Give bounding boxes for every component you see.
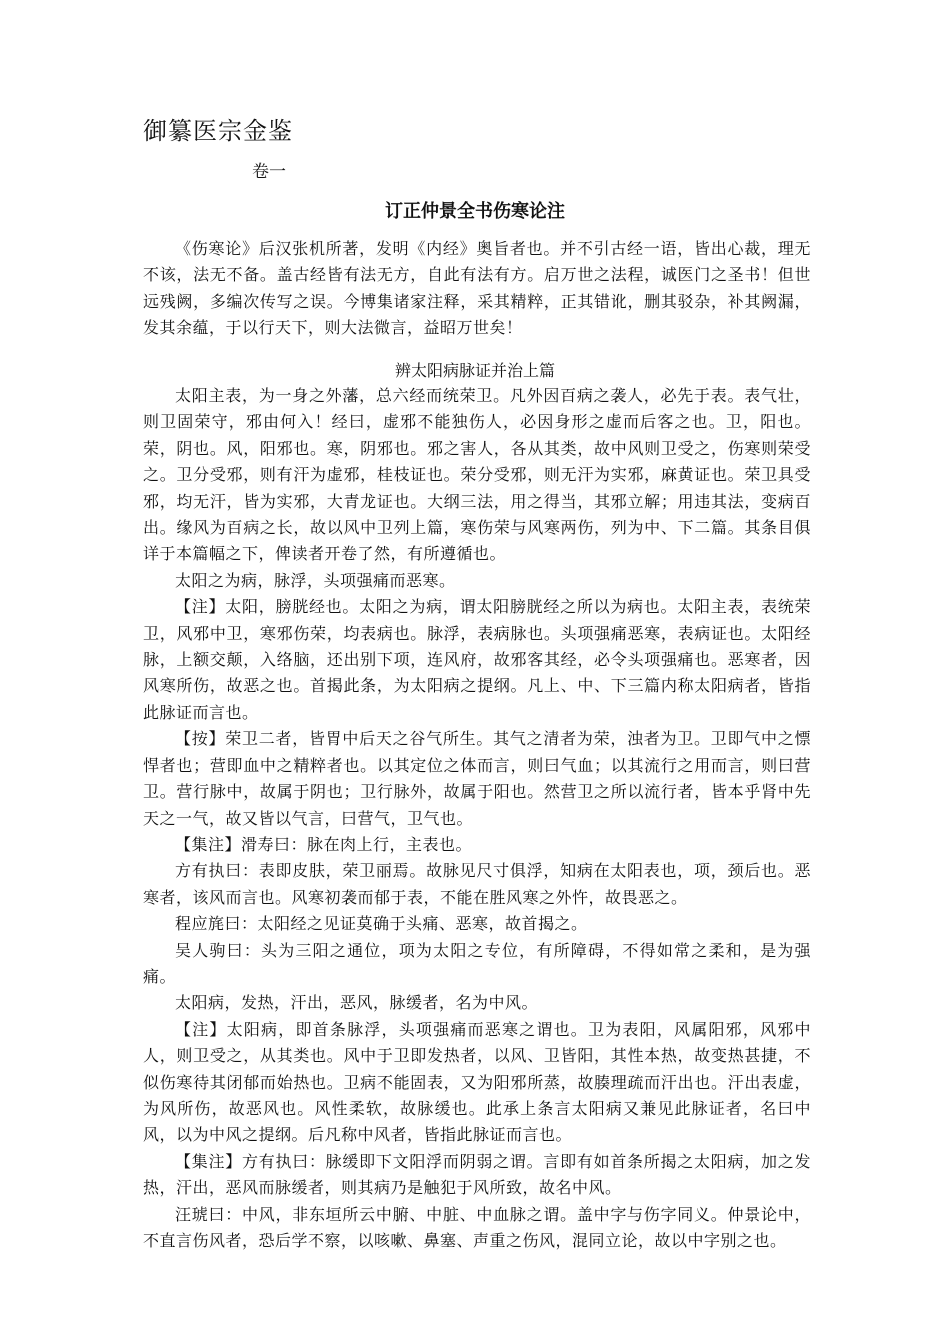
paragraph: 汪琥曰：中风，非东垣所云中腑、中脏、中血脉之谓。盖中字与伤字同义。仲景论中，不直言伤风者，恐后学不察，以咳嗽、鼻塞、声重之伤风，混同立论，故以中字别之也。: [143, 1204, 811, 1250]
paragraph: 太阳病，发热，汗出，恶风，脉缓者，名为中风。: [175, 993, 539, 1013]
paragraph: 太阳之为病，脉浮，头项强痛而恶寒。: [175, 570, 456, 590]
paragraph: 程应旄曰：太阳经之见证莫确于头痛、恶寒，故首揭之。: [175, 914, 588, 934]
paragraph: 【集注】滑寿曰：脉在肉上行，主表也。: [175, 834, 473, 854]
main-heading: 订正仲景全书伤寒论注: [385, 201, 565, 222]
preface-block: [143, 236, 811, 342]
preface-paragraph: 《伤寒论》后汉张机所著，发明《内经》奥旨者也。并不引古经一语，皆出心裁，理无不该，法无不备。盖古经皆有法无方，自此有法有方。启万世之法程，诚医门之圣书！但世远残阙，多编次传写之误。今博集诸家注释，采其精粹，正其错讹，删其驳杂，补其阙漏，发其余蕴，于以行天下，则大法微言，益昭万世矣！: [143, 239, 811, 338]
paragraph: 【注】太阳病，即首条脉浮，头项强痛而恶寒之谓也。卫为表阳，风属阳邪，风邪中人，则卫受之，从其类也。风中于卫即发热者，以风、卫皆阳，其性本热，故变热甚捷，不似伤寒待其闭郁而始热也。卫病不能固表，又为阳邪所蒸，故腠理疏而汗出也。汗出表虚，为风所伤，故恶风也。风性柔软，故脉缓也。此承上条言太阳病又兼见此脉证者，名曰中风，以为中风之提纲。后凡称中风者，皆指此脉证而言也。: [143, 1019, 811, 1145]
paragraph: 方有执曰：表即皮肤，荣卫丽焉。故脉见尺寸俱浮，知病在太阳表也，项，颈后也。恶寒者，该风而言也。风寒初袭而郁于表，不能在胜风寒之外忤，故畏恶之。: [143, 861, 811, 907]
paragraph: 太阳主表，为一身之外藩，总六经而统荣卫。凡外因百病之袭人，必先于表。表气壮，则卫固荣守，邪由何入！经曰，虚邪不能独伤人，必因身形之虚而后客之也。卫，阳也。荣，阴也。风，阳邪也。寒，阴邪也。邪之害人，各从其类，故中风则卫受之，伤寒则荣受之。卫分受邪，则有汗为虚邪，桂枝证也。荣分受邪，则无汗为实邪，麻黄证也。荣卫具受邪，均无汗，皆为实邪，大青龙证也。大纲三法，用之得当，其邪立解；用违其法，变病百出。缘风为百病之长，故以风中卫列上篇，寒伤荣与风寒两伤，列为中、下二篇。其条目俱详于本篇幅之下，俾读者开卷了然，有所遵循也。: [143, 386, 811, 564]
section-heading: 辨太阳病脉证并治上篇: [394, 361, 555, 380]
body-text: [143, 383, 811, 1254]
paragraph: 【注】太阳，膀胱经也。太阳之为病，谓太阳膀胱经之所以为病也。太阳主表，表统荣卫，风邪中卫，寒邪伤荣，均表病也。脉浮，表病脉也。头项强痛恶寒，表病证也。太阳经脉，上额交颠，入络脑，还出别下项，连风府，故邪客其经，必令头项强痛也。恶寒者，因风寒所伤，故恶之也。首揭此条，为太阳病之提纲。凡上、中、下三篇内称太阳病者，皆指此脉证而言也。: [143, 597, 811, 722]
book-title: 御纂医宗金鉴: [143, 117, 293, 145]
volume-label: 卷一: [252, 162, 286, 182]
paragraph: 吴人驹曰：头为三阳之通位，项为太阳之专位，有所障碍，不得如常之柔和，是为强痛。: [143, 940, 811, 986]
paragraph: 【按】荣卫二者，皆胃中后天之谷气所生。其气之清者为荣，浊者为卫。卫即气中之慓悍者也；营即血中之精粹者也。以其定位之体而言，则曰气血；以其流行之用而言，则曰营卫。营行脉中，故属于阴也；卫行脉外，故属于阳也。然营卫之所以流行者，皆本乎肾中先天之一气，故又皆以气言，曰营气，卫气也。: [143, 729, 811, 828]
paragraph: 【集注】方有执曰：脉缓即下文阳浮而阴弱之谓。言即有如首条所揭之太阳病，加之发热，汗出，恶风而脉缓者，则其病乃是触犯于风所致，故名中风。: [143, 1151, 811, 1198]
